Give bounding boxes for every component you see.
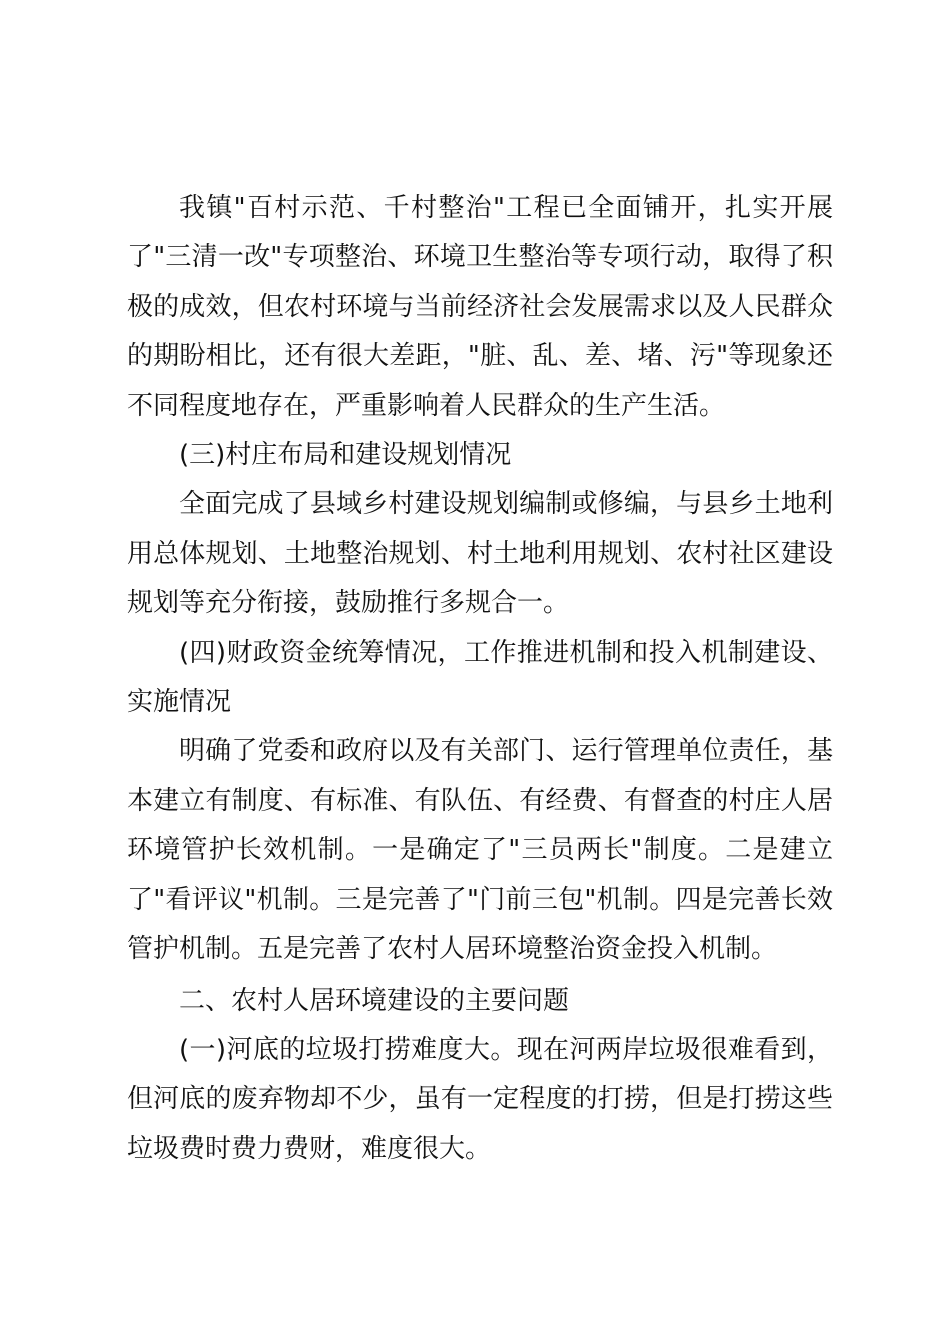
heading-financial-mechanism: (四)财政资金统筹情况，工作推进机制和投入机制建设、实施情况	[127, 637, 833, 718]
paragraph-village-improvement: 我镇"百村示范、千村整治"工程已全面铺开，扎实开展了"三清一改"专项整治、环境卫生整治等专项行动，取得了积极的成效，但农村环境与当前经济社会发展需求以及人民群众的期盼相比，还有很大差距，"脏、乱、差、堵、污"等现象还不同程度地存在，严重影响着人民群众的生产生活。	[127, 193, 833, 421]
paragraph-management-mechanism: 明确了党委和政府以及有关部门、运行管理单位责任，基本建立有制度、有标准、有队伍、有经费、有督查的村庄人居环境管护长效机制。一是确定了"三员两长"制度。二是建立了"看评议"机制。三是完善了"门前三包"机制。四是完善长效管护机制。五是完善了农村人居环境整治资金投入机制。	[127, 736, 833, 965]
heading-village-layout-planning: (三)村庄布局和建设规划情况	[179, 440, 512, 471]
document-body	[127, 184, 833, 1174]
paragraph-river-garbage: (一)河底的垃圾打捞难度大。现在河两岸垃圾很难看到，但河底的废弃物却不少，虽有一定程度的打捞，但是打捞这些垃圾费时费力费财，难度很大。	[127, 1034, 833, 1164]
heading-main-problems: 二、农村人居环境建设的主要问题	[179, 985, 570, 1016]
paragraph-planning-completion: 全面完成了县域乡村建设规划编制或修编，与县乡土地利用总体规划、土地整治规划、村土地利用规划、农村社区建设规划等充分衔接，鼓励推行多规合一。	[127, 489, 833, 619]
